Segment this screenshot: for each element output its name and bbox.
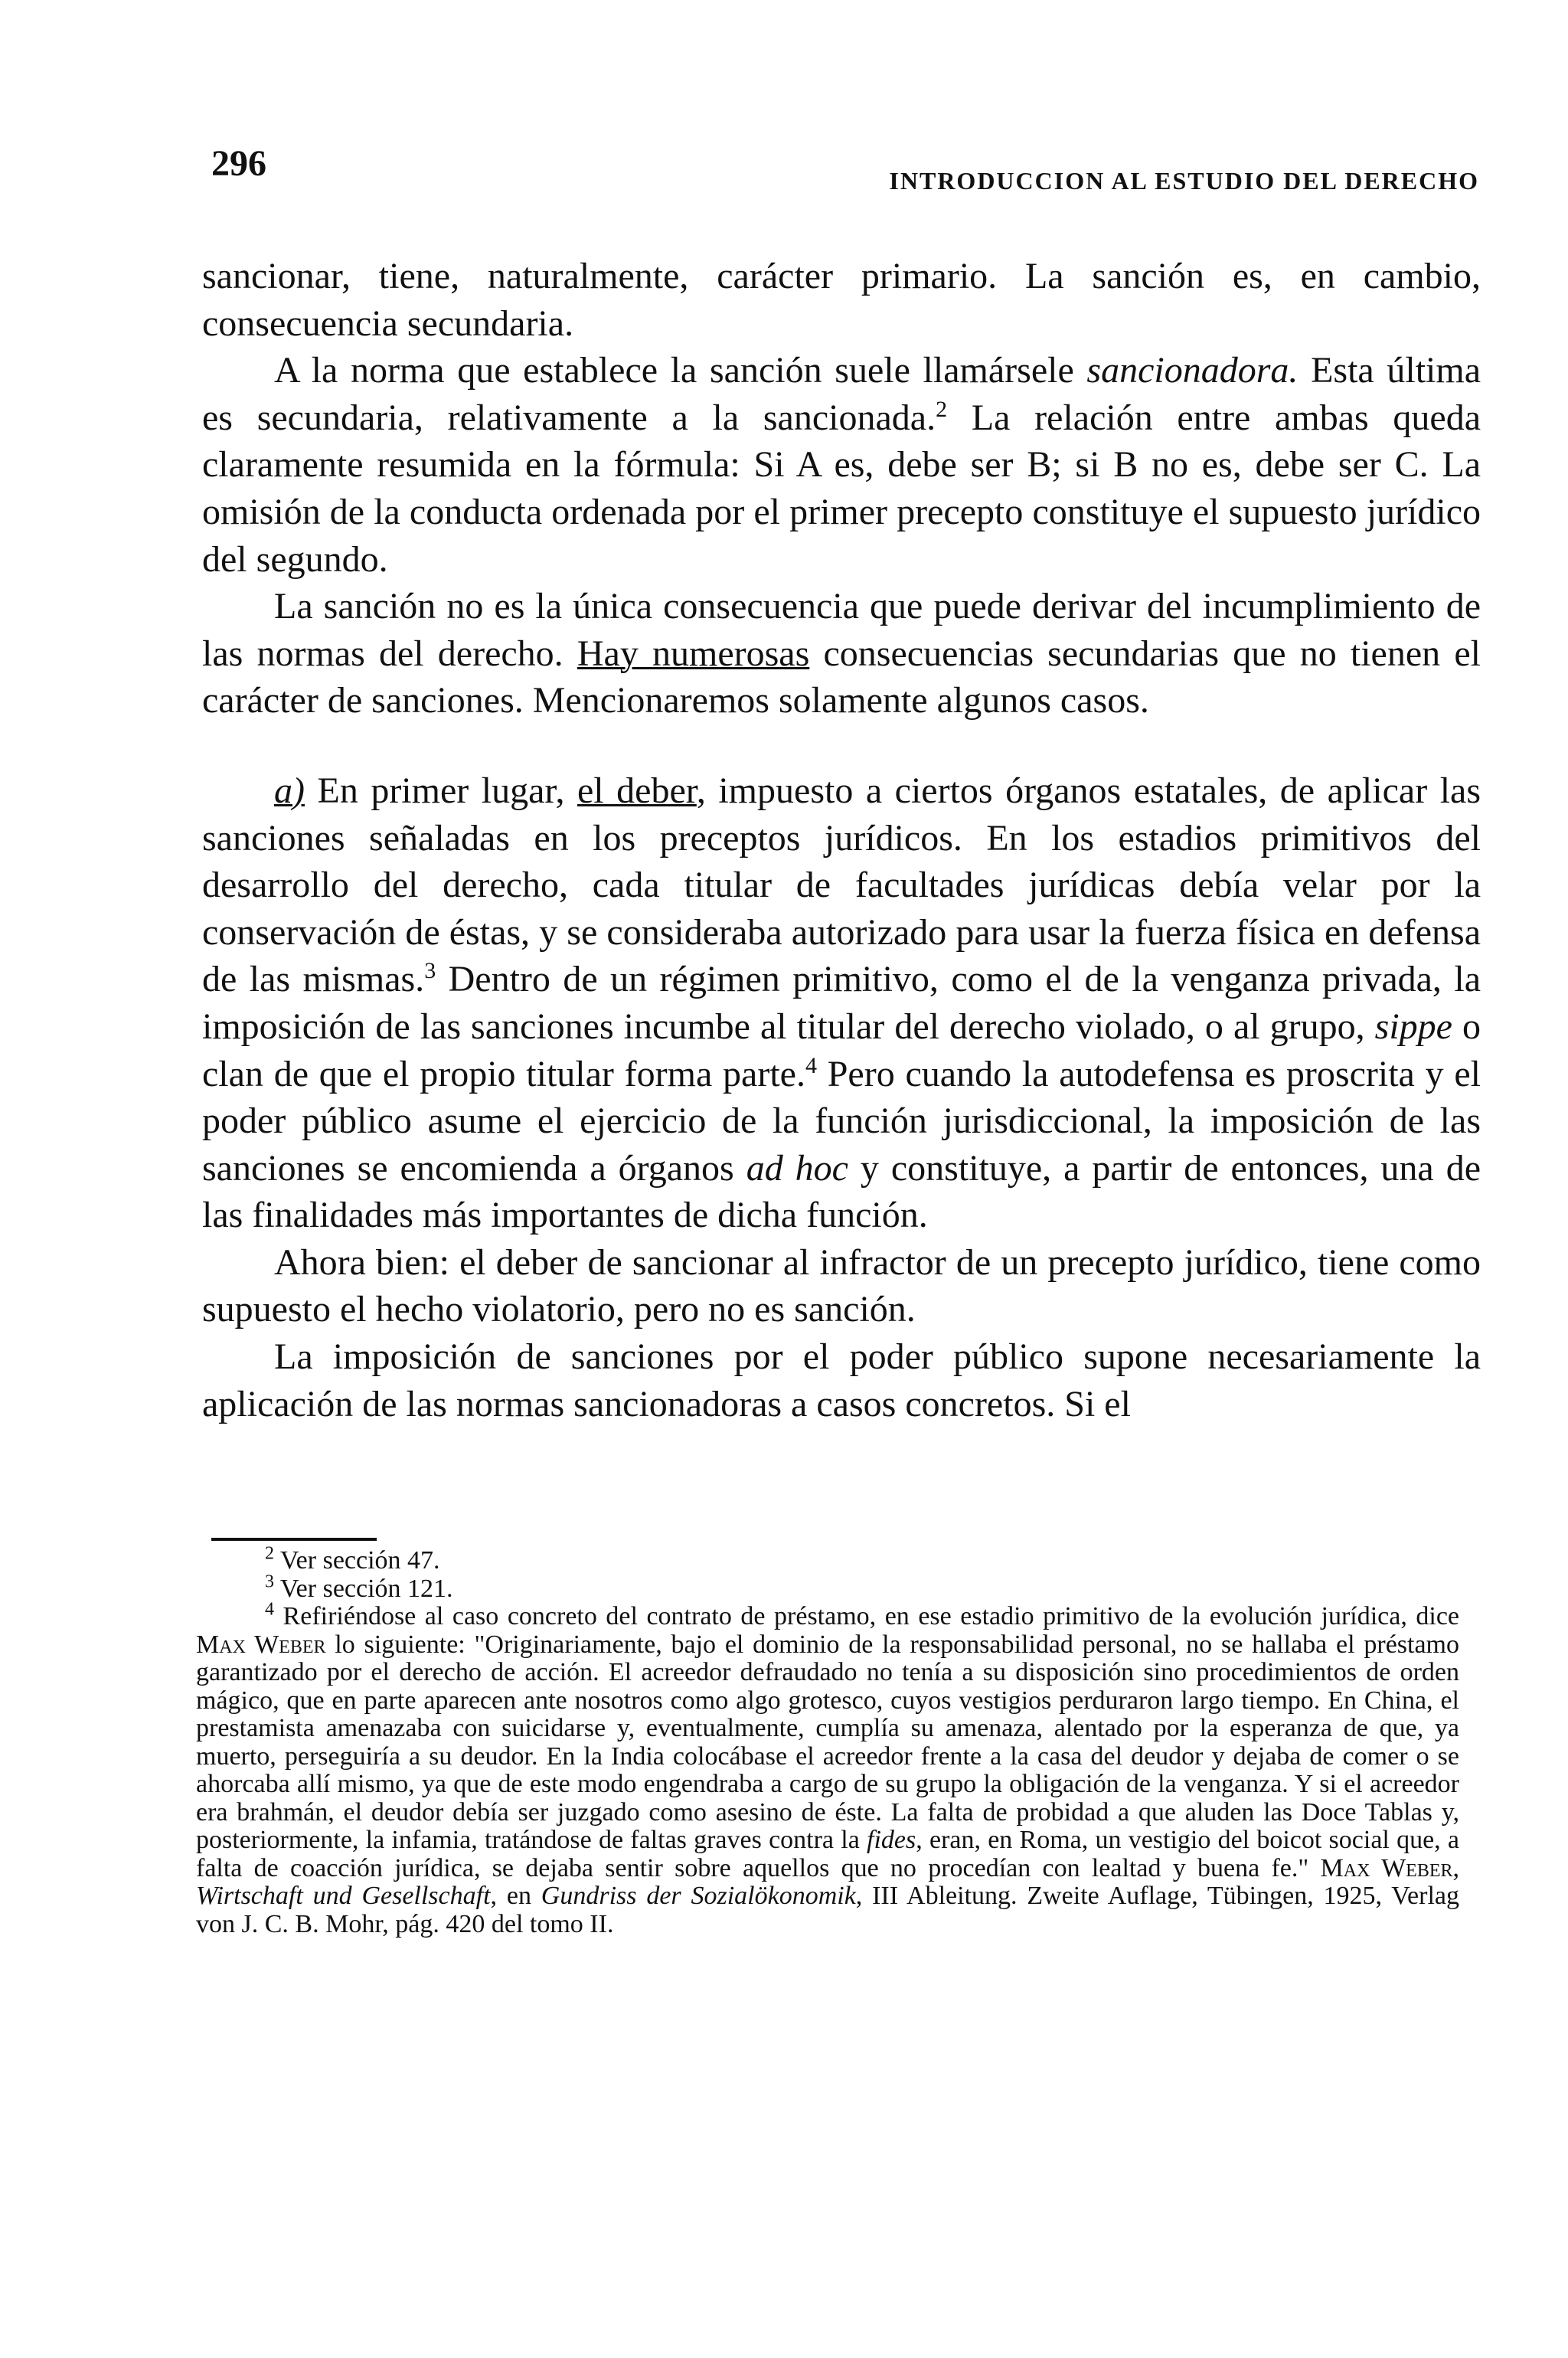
book-title: Wirtschaft und Gesellschaft — [196, 1882, 491, 1910]
emphasis: ad hoc — [746, 1147, 848, 1189]
page-number: 296 — [211, 143, 266, 184]
footnote: $^2$ Ver sección 47. — [265, 1543, 440, 1575]
footnote-number: 3 — [265, 1571, 274, 1592]
paragraph: La imposición de sanciones por el poder público supone necesariamente la aplicación de las normas sancionadoras a casos concretos. Si el — [202, 1336, 1481, 1424]
paragraph: sancionar, tiene, naturalmente, carácter primario. La sanción es, en cambio, consecuencia secundaria. — [202, 256, 1481, 344]
footnote: $^4$ Refiriéndose al caso concreto del contrato de préstamo, en ese estadio primitivo de la evolución jurídica, dice Max Weber lo siguiente: "Originariamente, bajo el dominio de la responsabilidad personal, no se hallaba el préstamo garantizado por el derecho de acción. El acreedor defraudado no tenía a su disposición sino procedimientos de orden mágico, que en parte aparecen ante nosotros como algo grotesco, cuyos vestigios perduraron largo tiempo. En China, el prestamista amenazaba con suicidarse y, eventualmente, cumplía su amenaza, alentado por la esperanza de que, ya muerto, perseguiría a su deudor. En la India colocábase el acreedor frente a la casa del deudor y dejaba de comer o se ahorcaba allí mismo, ya que de este modo engendraba a cargo de su grupo la obligación de la venganza. Y si el acreedor era brahmán, el deudor debía ser juzgado como asesino de éste. La falta de probidad a que aluden las Doce Tablas y, posteriormente, la infamia, tratándose de faltas graves contra la fides, eran, en Roma, un vestigio del boicot social que, a falta de coacción jurídica, se dejaba sentir sobre aquellos que no procedían con lealtad y buena fe." Max Weber, Wirtschaft und Gesellschaft, en Gundriss der Sozialökonomik, III Ableitung. Zweite Auflage, Tübingen, 1925, Verlag von J. C. B. Mohr, pág. 420 del tomo II. — [196, 1599, 1460, 1938]
book-title: Gundriss der Sozialökonomik — [541, 1882, 856, 1910]
footnote-reference: 2 — [936, 396, 948, 422]
footnote-reference: 4 — [805, 1052, 817, 1078]
paragraph: a) En primer lugar, el deber, impuesto a ciertos órganos estatales, de aplicar las sanciones señaladas en los preceptos jurídicos. En los estadios primitivos del desarrollo del derecho, cada titular de facultades jurídicas debía velar por la conservación de éstas, y se consideraba autorizado para usar la fuerza física en defensa de las mismas.$^3$ Dentro de un régimen primitivo, como el de la venganza privada, la imposición de las sanciones incumbe al titular del derecho violado, o al grupo, sippe o clan de que el propio titular forma parte.$^4$ Pero cuando la autodefensa es proscrita y el poder público asume el ejercicio de la función jurisdiccional, la imposición de las sanciones se encomienda a órganos ad hoc y constituye, a partir de entonces, una de las finalidades más importantes de dicha función. — [202, 770, 1481, 1236]
footnote: $^3$ Ver sección 121. — [265, 1571, 453, 1603]
emphasis: fides — [867, 1826, 916, 1854]
footnotes — [196, 1543, 1460, 1938]
author-name: Max Weber — [1320, 1853, 1453, 1882]
author-name: Max Weber — [196, 1630, 326, 1659]
paragraph: A la norma que establece la sanción suele llamársele sancionadora. Esta última es secundaria, relativamente a la sancionada.$^2$ La relación entre ambas queda claramente resumida en la fórmula: Si A es, debe ser B; si B no es, debe ser C. La omisión de la conducta ordenada por el primer precepto constituye el supuesto jurídico del segundo. — [202, 350, 1481, 580]
footnote-number: 2 — [265, 1543, 274, 1564]
paragraph: Ahora bien: el deber de sancionar al infractor de un precepto jurídico, tiene como supuesto el hecho violatorio, pero no es sanción. — [202, 1241, 1481, 1330]
item-label: a) — [274, 770, 305, 811]
handwritten-underline: Hay numerosas — [577, 633, 810, 674]
handwritten-underline: el deber — [577, 770, 697, 811]
emphasis: sancionadora. — [1086, 350, 1298, 391]
footnote-divider — [211, 1538, 377, 1541]
main-text — [202, 253, 1481, 1428]
running-title: INTRODUCCION AL ESTUDIO DEL DERECHO — [889, 167, 1479, 195]
footnote-number: 4 — [265, 1599, 274, 1620]
paragraph: La sanción no es la única consecuencia que puede derivar del incumplimiento de las normas del derecho. Hay numerosas consecuencias secundarias que no tienen el carácter de sanciones. Mencionaremos solamente algunos casos. — [202, 586, 1481, 721]
emphasis: sippe — [1374, 1006, 1452, 1047]
footnote-reference: 3 — [424, 958, 436, 984]
